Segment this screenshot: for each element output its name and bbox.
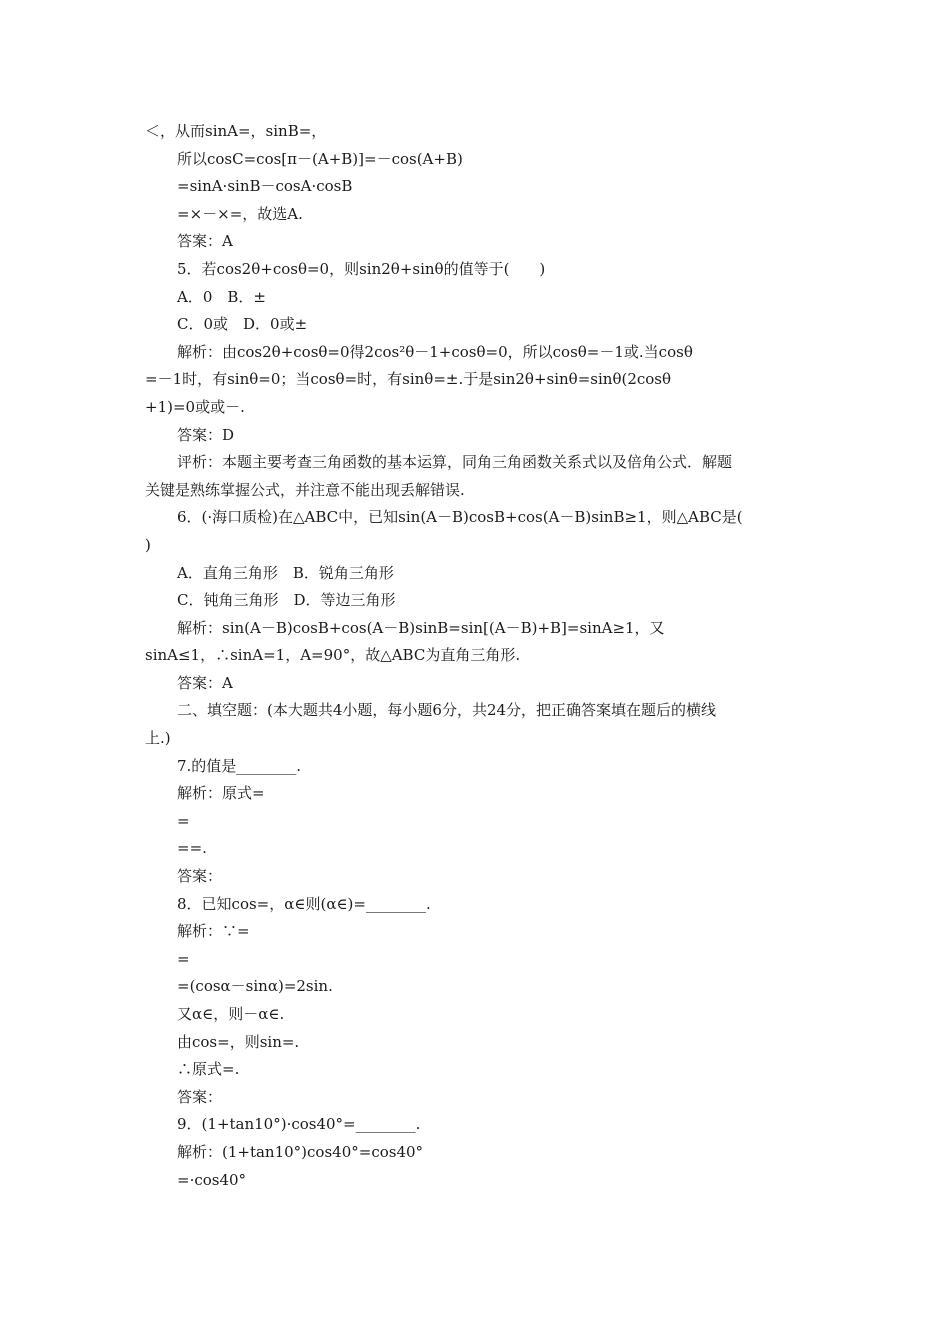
question-7: 7.的值是________. <box>177 756 302 775</box>
comment-line: 关键是熟练掌握公式，并注意不能出现丢解错误. <box>145 480 465 499</box>
solution-line: 解析：∵= <box>177 922 250 941</box>
question-6: 6．(·海口质检)在△ABC中，已知sin(A－B)cosB+cos(A－B)sinB≥1，则△ABC是( <box>177 508 743 527</box>
solution-line: 又α∈，则－α∈. <box>177 1005 285 1023</box>
section-heading: 二、填空题：(本大题共4小题，每小题6分，共24分，把正确答案填在题后的横线 <box>177 701 717 720</box>
solution-line: 解析：原式= <box>177 784 265 803</box>
question-8: 8．已知cos=，α∈则(α∈)=________. <box>177 894 431 913</box>
text-line: ＜，从而sinA=，sinB=， <box>145 122 327 140</box>
comment-line: 评析：本题主要考查三角函数的基本运算，同角三角函数关系式以及倍角公式．解题 <box>177 453 733 472</box>
question-5: 5．若cos2θ+cosθ=0，则sin2θ+sinθ的值等于( ) <box>177 259 546 278</box>
solution-line: =·cos40° <box>177 1170 247 1189</box>
solution-line: =－1时，有sinθ=0；当cosθ=时，有sinθ=±.于是sin2θ+sinθ=sinθ(2cosθ <box>145 370 672 389</box>
solution-line: 由cos=，则sin=. <box>177 1032 300 1051</box>
text-line: =×－×=，故选A. <box>177 204 303 223</box>
text-line: 所以cosC=cos[π－(A+B)]=－cos(A+B) <box>177 149 463 168</box>
solution-line: +1)=0或或－. <box>145 397 245 416</box>
answer-line: 答案：A <box>177 673 233 692</box>
question-6-end: ) <box>145 535 151 554</box>
answer-line: 答案： <box>177 867 223 886</box>
solution-line: 解析：(1+tan10°)cos40°=cos40° <box>177 1142 424 1161</box>
answer-line: 答案：D <box>177 425 235 444</box>
solution-line: = <box>177 811 190 830</box>
option-line: C．钝角三角形 D．等边三角形 <box>177 591 396 610</box>
solution-line: ∴原式=. <box>177 1060 240 1079</box>
answer-line: 答案： <box>177 1087 223 1106</box>
answer-line: 答案：A <box>177 232 233 251</box>
solution-line: 解析：sin(A－B)cosB+cos(A－B)sinB=sin[(A－B)+B]=sinA≥1，又 <box>177 618 665 637</box>
option-line: A．0 B．± <box>177 287 266 306</box>
option-line: A．直角三角形 B．锐角三角形 <box>177 563 394 582</box>
solution-line: = <box>177 949 190 968</box>
solution-line: ==. <box>177 839 207 858</box>
option-line: C．0或 D．0或± <box>177 315 308 334</box>
solution-line: sinA≤1，∴sinA=1，A=90°，故△ABC为直角三角形. <box>145 646 521 665</box>
section-heading-end: 上.) <box>145 729 171 748</box>
text-line: =sinA·sinB－cosA·cosB <box>177 177 353 196</box>
solution-line: 解析：由cos2θ+cosθ=0得2cos²θ－1+cosθ=0，所以cosθ=－1或.当cosθ <box>177 342 693 361</box>
solution-line: =(cosα－sinα)=2sin. <box>177 977 333 996</box>
question-9: 9．(1+tan10°)·cos40°=________. <box>177 1115 421 1134</box>
document-page <box>145 118 807 1194</box>
